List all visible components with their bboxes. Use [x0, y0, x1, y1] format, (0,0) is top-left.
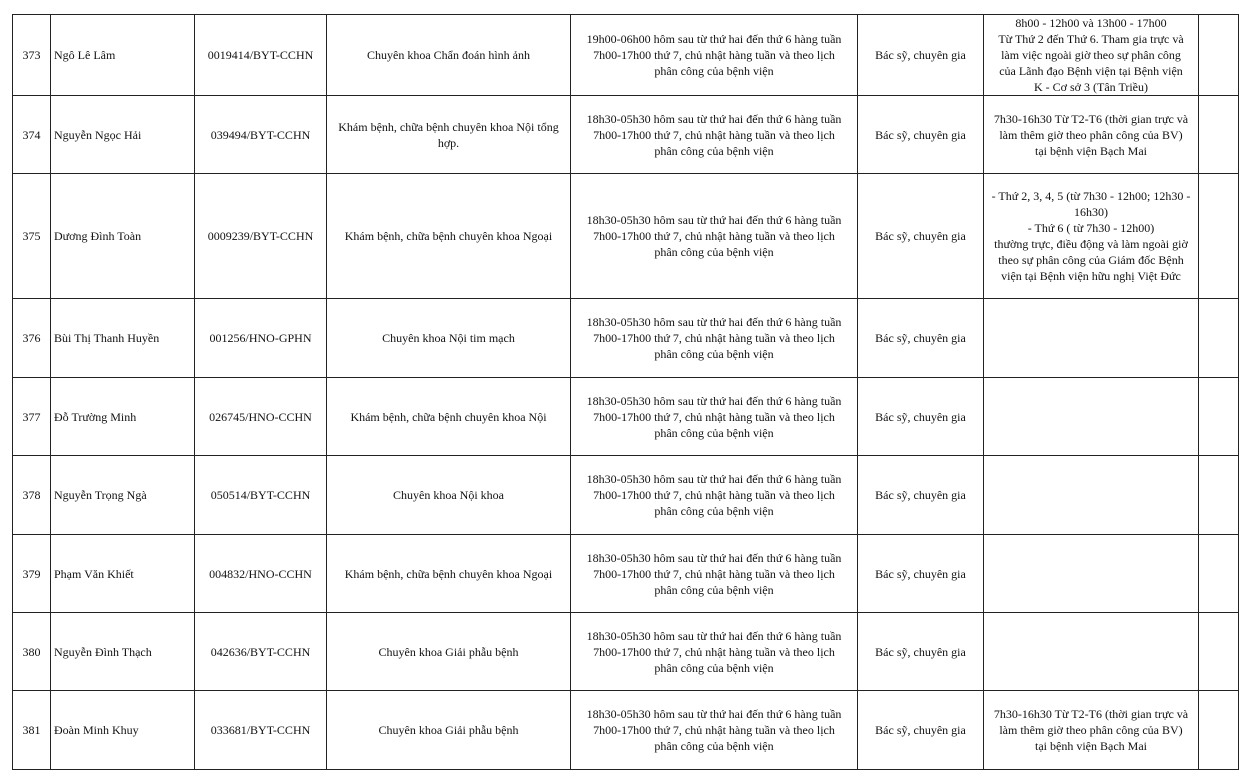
row-number: 379: [13, 535, 51, 613]
license-number: 050514/BYT-CCHN: [195, 456, 327, 535]
other-workplace: 7h30-16h30 Từ T2-T6 (thời gian trực và làm thêm giờ theo phân công của BV) tại bệnh viện Bạch Mai: [993, 707, 1189, 753]
specialty: [327, 15, 571, 96]
working-hours: 18h30-05h30 hôm sau từ thứ hai đến thứ 6 hàng tuần 7h00-17h00 thứ 7, chủ nhật hàng tuần và theo lịch phân công của bệnh viện: [586, 315, 842, 361]
working-hours: 18h30-05h30 hôm sau từ thứ hai đến thứ 6 hàng tuần 7h00-17h00 thứ 7, chủ nhật hàng tuần và theo lịch phân công của bệnh viện: [586, 213, 842, 259]
row-number: 374: [13, 96, 51, 174]
row-number: 378: [13, 456, 51, 535]
specialty: Khám bệnh, chữa bệnh chuyên khoa Ngoại: [344, 566, 553, 581]
row-number: 376: [13, 299, 51, 378]
row-number: 373: [13, 15, 51, 96]
empty-cell: [1199, 378, 1239, 456]
license-number: 042636/BYT-CCHN: [195, 613, 327, 691]
table-row: [13, 456, 1239, 535]
empty-cell: [1199, 15, 1239, 96]
working-hours: 18h30-05h30 hôm sau từ thứ hai đến thứ 6 hàng tuần 7h00-17h00 thứ 7, chủ nhật hàng tuần và theo lịch phân công của bệnh viện: [586, 393, 842, 440]
empty-cell: [1199, 535, 1239, 613]
row-number: 375: [13, 174, 51, 299]
table-row: [13, 691, 1239, 770]
position: Bác sỹ, chuyên gia: [858, 613, 984, 691]
other-workplace: - Thứ 2, 3, 4, 5 (từ 7h30 - 12h00; 12h30 - 16h30) - Thứ 6 ( từ 7h30 - 12h00) thường trực, điều động và làm ngoài giờ theo sự phân công của Giám đốc Bệnh viện tại Bệnh viện hữu nghị Việt Đức: [991, 189, 1191, 283]
row-number: 380: [13, 613, 51, 691]
position: Bác sỹ, chuyên gia: [858, 15, 984, 96]
working-hours: 18h30-05h30 hôm sau từ thứ hai đến thứ 6 hàng tuần 7h00-17h00 thứ 7, chủ nhật hàng tuần và theo lịch phân công của bệnh viện: [586, 111, 842, 158]
license-number: 039494/BYT-CCHN: [195, 96, 327, 174]
position: Bác sỹ, chuyên gia: [858, 378, 984, 456]
license-number: 033681/BYT-CCHN: [195, 691, 327, 770]
practitioner-name: Đỗ Trường Minh: [51, 378, 195, 456]
specialty: Chuyên khoa Giải phẫu bệnh: [378, 723, 519, 737]
working-hours: 19h00-06h00 hôm sau từ thứ hai đến thứ 6 hàng tuần 7h00-17h00 thứ 7, chủ nhật hàng tuần và theo lịch phân công của bệnh viện: [586, 32, 842, 78]
license-number: 0019414/BYT-CCHN: [195, 15, 327, 96]
table-row: [13, 174, 1239, 299]
table-row: [13, 299, 1239, 378]
specialty: Chuyên khoa Nội khoa: [393, 488, 504, 502]
specialty: Khám bệnh, chữa bệnh chuyên khoa Nội tổng hợp.: [338, 119, 559, 150]
empty-cell: [1199, 299, 1239, 378]
empty-cell: [1199, 613, 1239, 691]
empty-cell: [1199, 96, 1239, 174]
table-row: [13, 15, 1239, 96]
practitioner-name: Ngô Lê Lâm: [51, 15, 195, 96]
working-hours: 18h30-05h30 hôm sau từ thứ hai đến thứ 6 hàng tuần 7h00-17h00 thứ 7, chủ nhật hàng tuần và theo lịch phân công của bệnh viện: [586, 472, 842, 518]
table-row: [13, 378, 1239, 456]
working-hours: 18h30-05h30 hôm sau từ thứ hai đến thứ 6 hàng tuần 7h00-17h00 thứ 7, chủ nhật hàng tuần và theo lịch phân công của bệnh viện: [586, 707, 842, 753]
practitioner-name: Dương Đình Toàn: [51, 174, 195, 299]
empty-cell: [1199, 691, 1239, 770]
license-number: 0009239/BYT-CCHN: [195, 174, 327, 299]
license-number: 001256/HNO-GPHN: [195, 299, 327, 378]
position: Bác sỹ, chuyên gia: [858, 691, 984, 770]
position: Bác sỹ, chuyên gia: [858, 299, 984, 378]
practitioner-name: Nguyễn Đình Thạch: [51, 613, 195, 691]
other-workplace: 7h30-16h30 Từ T2-T6 (thời gian trực và làm thêm giờ theo phân công của BV) tại bệnh viện Bạch Mai: [993, 111, 1189, 158]
row-number: 381: [13, 691, 51, 770]
practitioner-name: Nguyễn Ngọc Hải: [51, 96, 195, 174]
table-row: [13, 535, 1239, 613]
license-number: 026745/HNO-CCHN: [195, 378, 327, 456]
other-workplace: 8h00 - 12h00 và 13h00 - 17h00 Từ Thứ 2 đến Thứ 6. Tham gia trực và làm việc ngoài giờ theo sự phân công của Lãnh đạo Bệnh viện tại Bệnh viện K - Cơ sở 3 (Tân Triều): [998, 16, 1184, 94]
table-body: [13, 15, 1239, 770]
position: Bác sỹ, chuyên gia: [858, 174, 984, 299]
specialty: Chuyên khoa Giải phẫu bệnh: [378, 644, 519, 659]
practitioner-name: Đoàn Minh Khuy: [51, 691, 195, 770]
empty-cell: [1199, 174, 1239, 299]
working-hours: 18h30-05h30 hôm sau từ thứ hai đến thứ 6 hàng tuần 7h00-17h00 thứ 7, chủ nhật hàng tuần và theo lịch phân công của bệnh viện: [586, 550, 842, 597]
working-hours: 18h30-05h30 hôm sau từ thứ hai đến thứ 6 hàng tuần 7h00-17h00 thứ 7, chủ nhật hàng tuần và theo lịch phân công của bệnh viện: [586, 628, 842, 675]
specialty: Chuyên khoa Nội tim mạch: [382, 331, 515, 345]
specialty: Khám bệnh, chữa bệnh chuyên khoa Ngoại: [344, 229, 553, 243]
specialty: Khám bệnh, chữa bệnh chuyên khoa Nội: [350, 409, 547, 424]
practitioner-name: Nguyễn Trọng Ngà: [51, 456, 195, 535]
staff-table: [12, 14, 1239, 770]
specialty-text: Chuyên khoa Chẩn đoán hình ảnh: [367, 48, 530, 62]
position: Bác sỹ, chuyên gia: [858, 96, 984, 174]
table-row: [13, 613, 1239, 691]
row-number: 377: [13, 378, 51, 456]
practitioner-name: Phạm Văn Khiết: [51, 535, 195, 613]
position: Bác sỹ, chuyên gia: [858, 456, 984, 535]
practitioner-name: Bùi Thị Thanh Huyền: [51, 299, 195, 378]
license-number: 004832/HNO-CCHN: [195, 535, 327, 613]
position: Bác sỹ, chuyên gia: [858, 535, 984, 613]
empty-cell: [1199, 456, 1239, 535]
table-row: [13, 96, 1239, 174]
